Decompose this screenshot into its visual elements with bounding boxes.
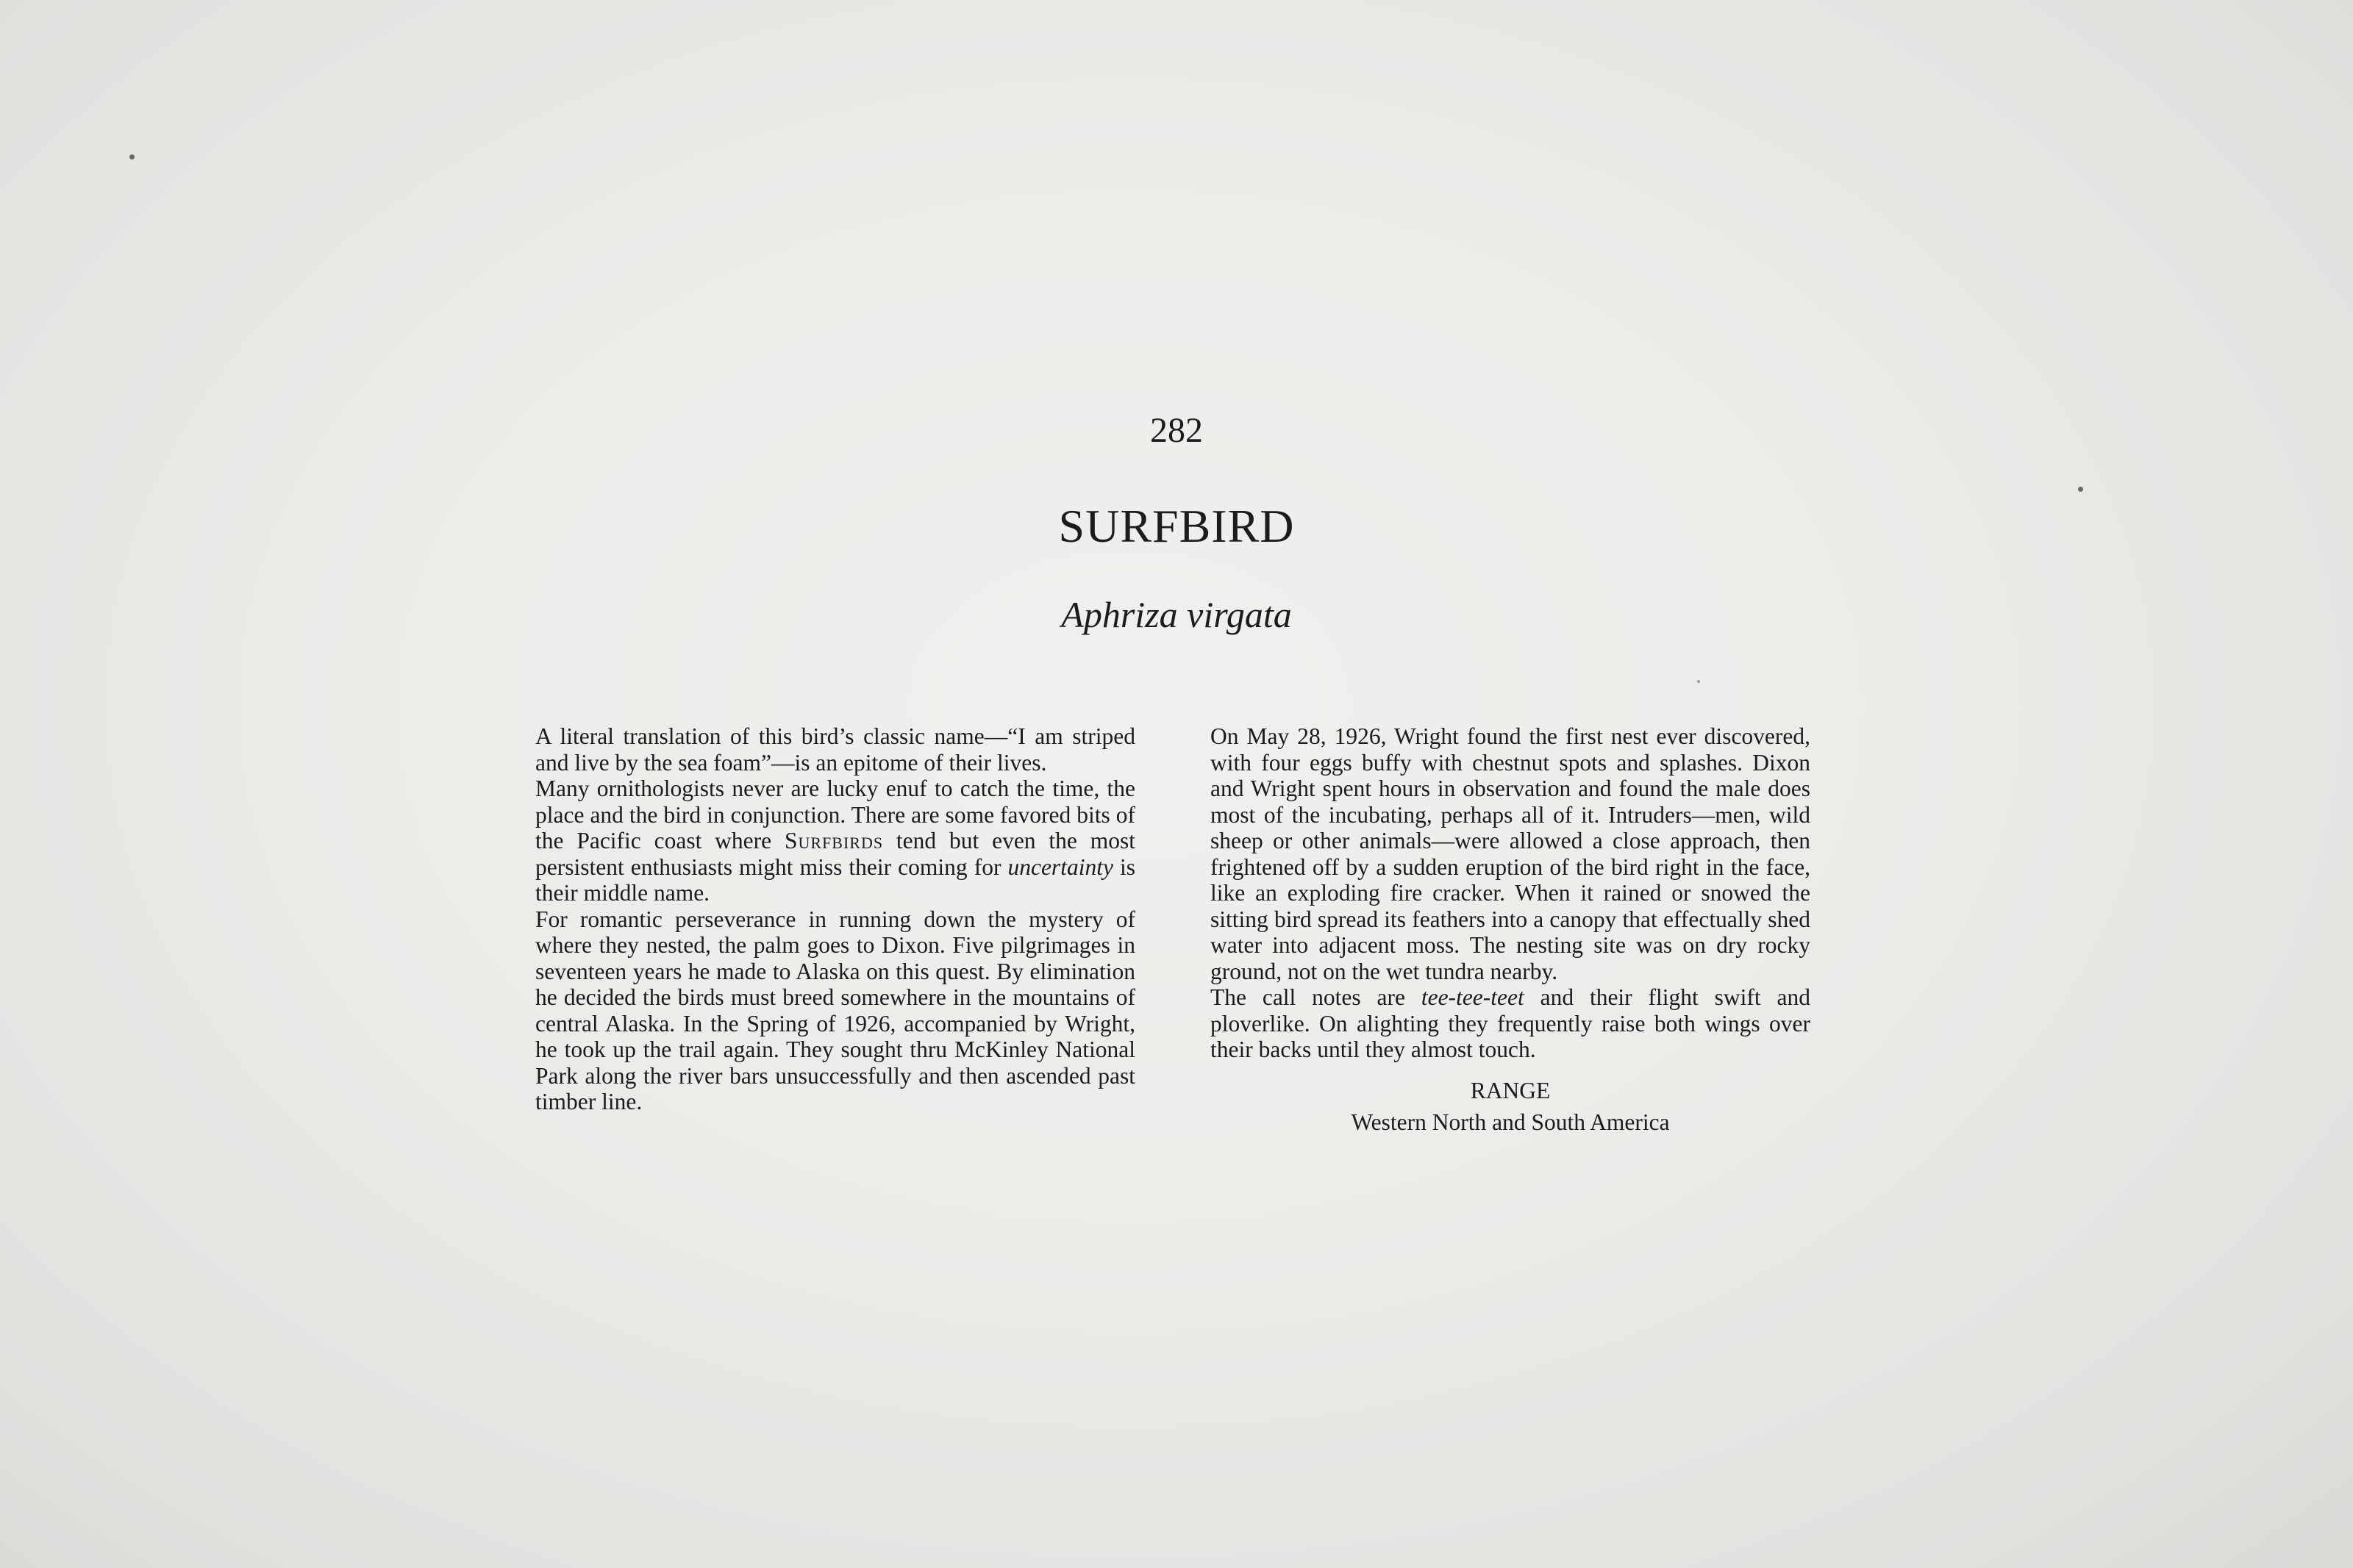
text-run: is their middle name. bbox=[535, 853, 1135, 906]
text-run: tend but even the most persistent enthusiasts might miss their coming for bbox=[535, 828, 1135, 880]
page-title: SURFBIRD bbox=[1058, 500, 1295, 552]
text-run: The call notes are bbox=[1210, 984, 1421, 1010]
range-text: Western North and South America bbox=[1351, 1109, 1670, 1135]
paragraph: On May 28, 1926, Wright found the first nest ever discovered, with four eggs buffy with chestnut spots and splashes. Dixon and Wright spent hours in observation and found the male does most of the incubating, perhaps all of it. Intruders—men, wild sheep or other animals—were allowed a close approach, then frightened off by a sudden eruption of the bird right in the face, like an exploding fire cracker. When it rained or snowed the sitting bird spread its feathers into a canopy that effectually shed water into adjacent moss. The nesting site was on dry rocky ground, not on the wet tundra nearby. bbox=[1210, 723, 1810, 984]
scientific-name: Aphriza virgata bbox=[1061, 594, 1292, 635]
paper-speck bbox=[129, 154, 135, 160]
text-run: and their flight swift and ploverlike. On alighting they frequently raise both wings over their backs until they almost touch. bbox=[1210, 984, 1810, 1062]
range-heading: RANGE bbox=[1470, 1077, 1551, 1103]
paragraph bbox=[535, 776, 1135, 906]
paragraph: For romantic perseverance in running down the mystery of where they nested, the palm goes to Dixon. Five pilgrimages in seventeen years he made to Alaska on this quest. By elimination he decided the birds must breed somewhere in the mountains of central Alaska. In the Spring of 1926, accompanied by Wright, he took up the trail again. They sought thru McKinley National Park along the river bars unsuccessfully and then ascended past timber line. bbox=[535, 906, 1135, 1114]
right-column bbox=[1210, 723, 1810, 1136]
italic-text: tee-tee-teet bbox=[1421, 984, 1524, 1010]
paragraph: A literal translation of this bird’s classic name—“I am striped and live by the sea foam”—is an epitome of their lives. bbox=[535, 723, 1135, 776]
small-caps-text: Surfbirds bbox=[784, 828, 884, 853]
page-number: 282 bbox=[1150, 411, 1203, 450]
left-column bbox=[535, 723, 1135, 1115]
paragraph bbox=[1210, 984, 1810, 1063]
paper-speck bbox=[1697, 680, 1700, 683]
paper-speck bbox=[2078, 487, 2083, 492]
italic-text: uncertainty bbox=[1007, 853, 1113, 880]
text-run: Many ornithologists never are lucky enuf to catch the time, the place and the bird in conjunction. There are some favored bits of the Pacific coast where bbox=[535, 776, 1135, 853]
